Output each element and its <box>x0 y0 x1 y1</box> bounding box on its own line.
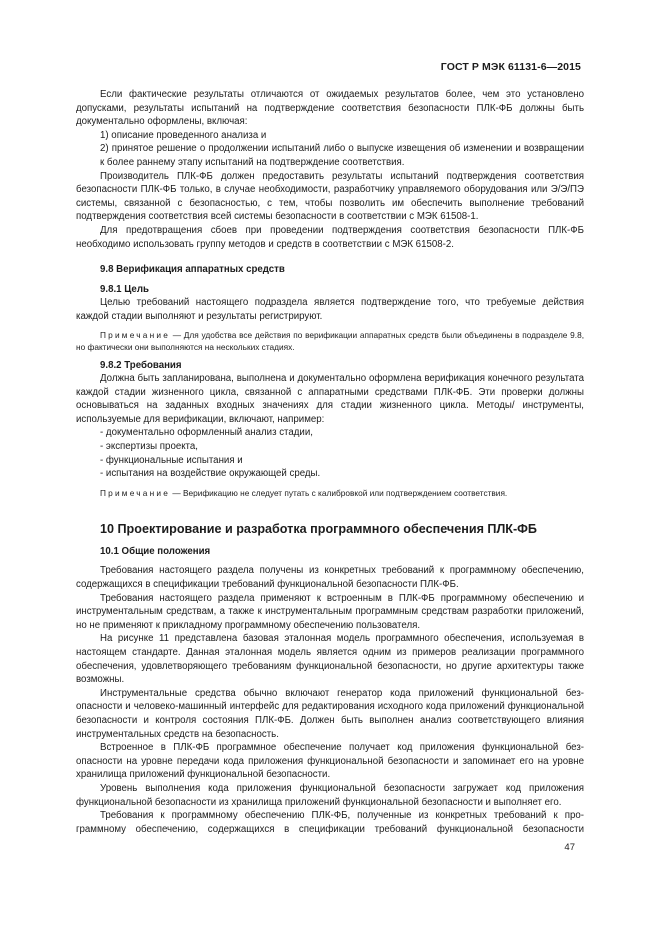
intro-paragraph-2: Производитель ПЛК-ФБ должен предоставить результаты испытаний подтверждения соответствия безопасности ПЛК-ФБ только, в случае необходимости, разработчику управляемого оборудования или Э/Э/ПЭ системы, связанной с безопасностью, с тем, чтобы позволить им обеспечить выполнение требований подтверждения соответствия всей системы безопасности в соответствии с МЭК 61508-1. <box>76 170 584 223</box>
section-10-paragraph: Требования настоящего раздела применяют к встроенным в ПЛК-ФБ программному обеспечению и инструментальным средствам, а также к инструментальным программным средствам разработки приложений, но не применяют к прикладному программному обеспечению пользователя. <box>76 592 584 631</box>
intro-list-item-1: 1) описание проведенного анализа и <box>100 129 267 141</box>
section-10-paragraph: Инструментальные средства обычно включают генератор кода приложений функциональной безопасности и человеко-машинный интерфейс для редактирования исходного кода приложений функциональной безопасности и контроля состояния ПЛК-ФБ. Должен быть выполнен анализ соответствующего влияния инструментальных средств на безопасность. <box>76 687 584 740</box>
intro-list-item-2: 2) принятое решение о продолжении испытаний либо о выпуске извещения об изменении и возвращении к более раннему этапу испытаний на подтверждение соответствия. <box>100 143 584 168</box>
intro-paragraph-1: Если фактические результаты отличаются от ожидаемых результатов более, чем это установлено допусками, результаты испытаний на подтверждение соответствия безопасности ПЛК-ФБ должны быть документально оформлены, включая: <box>76 89 584 128</box>
section-10-paragraph: Требования настоящего раздела получены из конкретных требований к программному обеспечению, содержащихся в спецификации требований функциональной безопасности ПЛК-ФБ. <box>76 565 584 591</box>
requirement-list-item: - функциональные испытания и <box>100 454 243 466</box>
section-10-1-heading: 10.1 Общие положения <box>100 545 211 557</box>
requirement-list-item: - документально оформленный анализ стадии, <box>100 427 313 439</box>
requirement-list-item: - испытания на воздействие окружающей среды. <box>100 468 321 480</box>
page-body <box>76 88 584 836</box>
note-label: Примечание <box>100 487 171 498</box>
section-10-paragraph: Требования к программному обеспечению ПЛК-ФБ, полученные из конкретных требований к программному обеспечению, содержащихся в спецификации требований функциональной безопасности <box>76 810 584 835</box>
section-9-8-2-note <box>76 487 584 499</box>
note-label: Примечание <box>100 329 171 340</box>
note-text: — Для удобства все действия по верификации аппаратных средств были объединены в подразделе 9.8, но фактически они выполняются на нескольких стадиях. <box>76 329 584 352</box>
note-text: — Верификацию не следует путать с калибровкой или подтверждением соответствия. <box>170 487 508 498</box>
section-9-8-2-heading: 9.8.2 Требования <box>100 359 182 371</box>
section-9-8-1-note <box>76 329 584 353</box>
section-10-paragraph: На рисунке 11 представлена базовая эталонная модель программного обеспечения, используемая в настоящем стандарте. Данная эталонная модель является одним из примеров реализации программного обеспечения, удовлетворяющего требованиям функциональной безопасности, но другие архитектуры также возможны. <box>76 633 584 686</box>
section-10-heading: 10 Проектирование и разработка программного обеспечения ПЛК-ФБ <box>100 521 537 536</box>
section-9-8-1-text: Целью требований настоящего подраздела является подтверждение того, что требуемые действия каждой стадии выполняют и результаты регистрируют. <box>76 297 584 322</box>
page-number: 47 <box>564 842 575 853</box>
intro-paragraph-3: Для предотвращения сбоев при проведении подтверждения соответствия безопасности ПЛК-ФБ необходимо использовать группу методов и средств в соответствии с МЭК 61508-2. <box>76 224 584 250</box>
section-10-paragraph: Встроенное в ПЛК-ФБ программное обеспечение получает код приложения функциональной безопасности на уровне передачи кода приложения функциональной безопасности и запоминает его на уровне хранилища приложений функциональной безопасности. <box>76 742 584 781</box>
section-9-8-1-heading: 9.8.1 Цель <box>100 283 149 295</box>
document-header: ГОСТ Р МЭК 61131-6—2015 <box>440 61 581 73</box>
section-9-8-heading: 9.8 Верификация аппаратных средств <box>100 264 285 276</box>
requirement-list-item: - экспертизы проекта, <box>100 441 198 453</box>
section-10-paragraph: Уровень выполнения кода приложения функциональной безопасности загружает код приложения функциональной безопасности из хранилища приложений функциональной безопасности и выполняет его. <box>76 782 584 808</box>
section-9-8-2-text: Должна быть запланирована, выполнена и документально оформлена верификация конечного результата каждой стадии жизненного цикла, связанной с аппаратными средствами ПЛК-ФБ. Эти проверки должны основываться на заданных входных значениях для стадии жизненного цикла. Методы/ инструменты, используемые для верификации, включают, например: <box>76 373 584 425</box>
